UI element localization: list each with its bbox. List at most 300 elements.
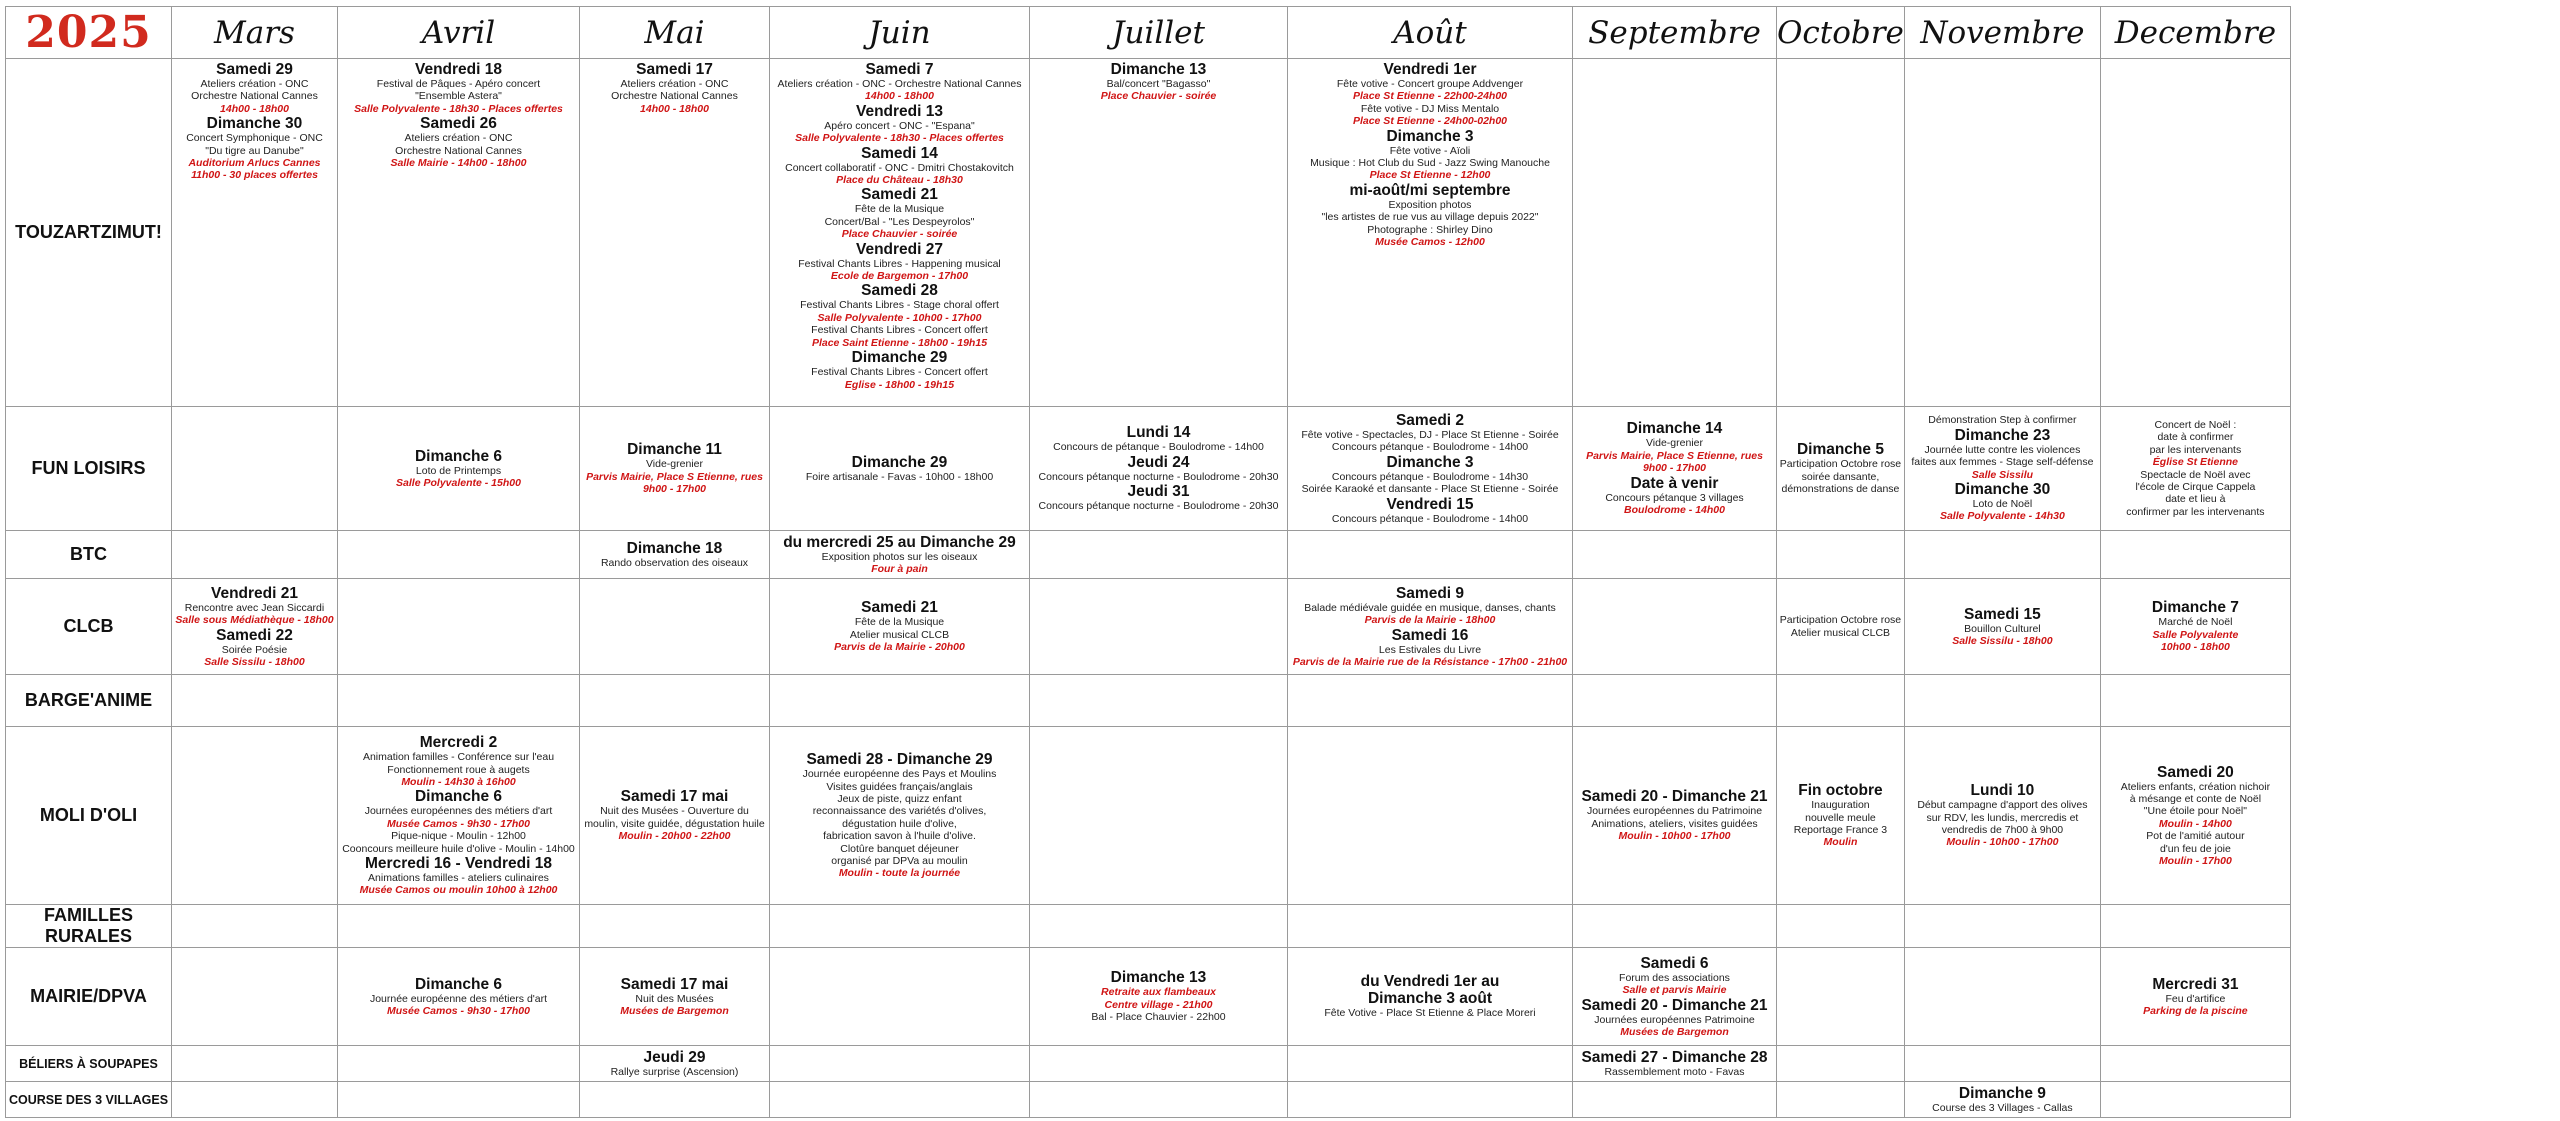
event-cell: [770, 1082, 1030, 1118]
association-cell: [6, 905, 172, 948]
event-date: Fin octobre: [1798, 782, 1883, 800]
event-list: [1777, 699, 1904, 703]
event-date: Samedi 17: [636, 61, 713, 78]
year-label: 2025: [25, 6, 152, 58]
event-location: 14h00 - 18h00: [220, 102, 289, 115]
event-location: Moulin - 10h00 - 17h00: [1946, 836, 2059, 849]
event-date: Vendredi 21: [210, 584, 298, 602]
event-description: Participation Octobre rose: [1779, 614, 1902, 627]
event-location: Place St Etienne - 24h00-02h00: [1352, 115, 1508, 128]
event-list: [1030, 967, 1287, 1025]
event-location: Place St Etienne - 22h00-24h00: [1352, 90, 1508, 103]
event-description: date et lieu à: [2165, 493, 2226, 506]
event-date: du Vendredi 1er au: [1360, 973, 1500, 991]
event-date: Dimanche 30: [1954, 480, 2051, 498]
event-cell: [1777, 531, 1905, 579]
event-location: Parvis de la Mairie - 20h00: [834, 641, 965, 654]
month-header: [338, 7, 580, 59]
event-description: Rassemblement moto - Favas: [1604, 1065, 1745, 1078]
event-location: Auditorium Arlucs Cannes 11h00 - 30 places offertes: [188, 157, 321, 182]
event-date: mi-août/mi septembre: [1349, 181, 1511, 199]
event-list: [1030, 1062, 1287, 1066]
event-description: Concours pétanque nocturne - Boulodrome - 20h30: [1038, 500, 1279, 513]
event: [1361, 973, 1500, 990]
event-description: Ateliers création - ONC: [404, 132, 513, 145]
event-description: Musique : Hot Club du Sud - Jazz Swing Manouche: [1310, 157, 1550, 170]
event-list: [1573, 1098, 1776, 1102]
event-description: Festival Chants Libres - Concert offert: [811, 324, 988, 337]
event-description: Cooncours meilleure huile d'olive - Moulin - 14h00: [342, 842, 575, 855]
event-description: Visites guidées français/anglais: [826, 780, 973, 793]
event-cell: [580, 407, 770, 531]
event-cell: [1288, 1046, 1573, 1082]
event-list: [1905, 1062, 2100, 1066]
event-list: [580, 974, 769, 1020]
event-cell: [1904, 531, 2100, 579]
event-description: Exposition photos sur les oiseaux: [821, 550, 978, 563]
event-cell: [770, 579, 1030, 675]
event-description: Concours pétanque nocturne - Boulodrome - 20h30: [1038, 470, 1279, 483]
association-cell: [6, 727, 172, 905]
event-list: [1777, 612, 1904, 641]
event-cell: [580, 948, 770, 1046]
event: [1101, 61, 1217, 103]
event-location: Salle Sissilu - 18h00: [204, 655, 305, 668]
event-date: Dimanche 23: [1954, 426, 2051, 444]
event-date: Samedi 9: [1395, 584, 1465, 602]
event-date: Samedi 2: [1395, 411, 1465, 429]
event-list: [1288, 410, 1572, 527]
event-location: Parvis Mairie, Place S Etienne, rues 9h00 - 17h00: [586, 470, 763, 496]
event-description: Rencontre avec Jean Siccardi: [184, 601, 325, 614]
event-date: Dimanche 30: [206, 115, 303, 133]
event: [175, 585, 333, 627]
event-list: [1030, 1098, 1287, 1102]
event-cell: [2100, 727, 2290, 905]
event-location: Ecole de Bargemon - 17h00: [830, 270, 969, 283]
event-cell: [580, 905, 770, 948]
association-row: [6, 948, 2291, 1046]
event-description: l'école de Cirque Cappela: [2135, 480, 2256, 493]
event-description: Fête de la Musique: [854, 616, 945, 629]
event-location: Moulin - 17h00: [2158, 855, 2232, 868]
event-location: Salle Polyvalente - 15h00: [396, 477, 521, 489]
event: [342, 830, 575, 855]
event-date: Lundi 14: [1126, 424, 1191, 442]
event-description: organisé par DPVa au moulin: [831, 855, 968, 868]
event-description: Pique-nique - Moulin - 12h00: [391, 830, 526, 843]
event-list: [1288, 59, 1572, 250]
event-location: Salle Mairie - 14h00 - 18h00: [390, 157, 527, 170]
month-header: [1777, 7, 1905, 59]
event-description: Spectacle de Noël avec: [2140, 468, 2251, 481]
event-location: Eglise - 18h00 - 19h15: [844, 378, 955, 391]
event-description: Concours de pétanque - Boulodrome - 14h00: [1053, 441, 1264, 454]
event-list: [770, 597, 1029, 655]
event-cell: [2100, 407, 2290, 531]
event-list: [338, 924, 579, 928]
event-cell: [1777, 407, 1905, 531]
event-date: Dimanche 13: [1110, 969, 1207, 987]
event-cell: [1573, 59, 1777, 407]
event-date: Dimanche 6: [414, 447, 502, 465]
event-cell: [1288, 675, 1573, 727]
event-description: Soirée Poésie: [221, 643, 288, 656]
event-cell: [338, 727, 580, 905]
event-description: Exposition photos: [1388, 198, 1472, 211]
month-label: Août: [1393, 14, 1467, 51]
event-list: [172, 995, 337, 999]
month-header: [1573, 7, 1777, 59]
event: [1091, 1011, 1225, 1023]
event-cell: [2100, 675, 2290, 727]
event-date: Samedi 17 mai: [620, 975, 729, 993]
event-list: [172, 59, 337, 184]
event-date: Samedi 20 - Dimanche 21: [1581, 996, 1768, 1014]
event-description: "Ensemble Astera": [415, 90, 502, 103]
event-location: Salle Polyvalente - 14h30: [1939, 510, 2065, 523]
event-cell: [2100, 531, 2290, 579]
event-location: Place St Etienne - 12h00: [1369, 169, 1491, 182]
event-date: Dimanche 9: [1958, 1084, 2046, 1102]
event-cell: [1904, 59, 2100, 407]
event: [798, 241, 1001, 283]
event-description: Démonstration Step à confirmer: [1928, 414, 2077, 427]
event-list: [580, 1098, 769, 1102]
event-date: Dimanche 3: [1386, 453, 1474, 471]
event-list: [1288, 583, 1572, 671]
event-list: [2101, 1098, 2290, 1102]
event-cell: [580, 1046, 770, 1082]
association-name: MOLI D'OLI: [39, 805, 138, 825]
event-list: [770, 1062, 1029, 1066]
event-list: [172, 583, 337, 671]
event: [1304, 585, 1556, 627]
event: [1780, 441, 1901, 495]
event: [1581, 788, 1767, 842]
event-cell: [172, 905, 338, 948]
event-description: Fête Votive - Place St Etienne & Place Moreri: [1324, 1007, 1536, 1020]
event-list: [580, 59, 769, 117]
event-cell: [1030, 905, 1288, 948]
event-location: Salle Polyvalente - 10h00 - 17h00: [817, 311, 982, 324]
event-cell: [1030, 579, 1288, 675]
event-list: [1030, 422, 1287, 514]
event: [204, 627, 304, 669]
event-list: [338, 553, 579, 557]
event-description: Vide-grenier: [645, 458, 703, 471]
event-location: Place Chauvier - soirée: [841, 228, 958, 241]
event-list: [172, 553, 337, 557]
event-cell: [1288, 59, 1573, 407]
event-description: d'un feu de joie: [2159, 842, 2231, 855]
event-description: Photographe : Shirley Dino: [1367, 223, 1493, 236]
association-row: [6, 407, 2291, 531]
event: [1324, 990, 1535, 1019]
event-cell: [1777, 675, 1905, 727]
event: [620, 976, 729, 1018]
event-list: [770, 532, 1029, 578]
event-date: Dimanche 6: [414, 788, 502, 806]
event-description: Festival Chants Libres - Happening musical: [798, 257, 1001, 270]
event-list: [2101, 597, 2290, 655]
event-description: Journée lutte contre les violences: [1924, 443, 2081, 456]
event: [1039, 454, 1279, 483]
event-list: [580, 1047, 769, 1080]
event-location: Église St Etienne: [2152, 456, 2238, 469]
event-description: Loto de Printemps: [415, 464, 502, 477]
event-cell: [1030, 59, 1288, 407]
event-description: soirée dansante,: [1801, 470, 1880, 483]
event-description: Foire artisanale - Favas - 10h00 - 18h00: [805, 470, 994, 483]
event-description: Journées européennes Patrimoine: [1594, 1013, 1755, 1026]
event-description: Animations, ateliers, visites guidées: [1591, 817, 1758, 830]
event-date: Mercredi 2: [419, 734, 498, 752]
event-cell: [2100, 579, 2290, 675]
event-cell: [1777, 905, 1905, 948]
event-list: [1905, 995, 2100, 999]
association-cell: [6, 579, 172, 675]
event-description: Fête votive - Aïoli: [1389, 144, 1471, 157]
event-cell: [1030, 675, 1288, 727]
event-date: Jeudi 24: [1127, 453, 1190, 471]
event-cell: [338, 1046, 580, 1082]
event-description: Vide-grenier: [1645, 437, 1703, 450]
event-list: [1573, 625, 1776, 629]
association-row: [6, 1046, 2291, 1082]
event-description: Concours pétanque - Boulodrome - 14h00: [1331, 441, 1529, 454]
event: [391, 115, 527, 169]
event: [354, 61, 563, 115]
event-description: Ateliers création - ONC: [620, 78, 729, 90]
event-list: [2101, 417, 2290, 520]
event-location: Place Chauvier - soirée: [1100, 90, 1217, 103]
month-header-row: [6, 7, 2291, 59]
event: [1928, 414, 2076, 426]
event-date: Dimanche 29: [851, 453, 948, 471]
event-cell: [1777, 1046, 1905, 1082]
event: [370, 976, 547, 1018]
association-name: BTC: [70, 544, 107, 564]
event-list: [338, 625, 579, 629]
event-description: Nuit des Musées: [635, 992, 714, 1005]
event: [2143, 976, 2247, 1018]
event-list: [1030, 699, 1287, 703]
event-description: Journées européennes des métiers d'art: [364, 805, 553, 818]
event-description: Bal - Place Chauvier - 22h00: [1091, 1011, 1226, 1024]
month-label: Octobre: [1777, 14, 1904, 51]
event-list: [1030, 59, 1287, 105]
event-list: [2101, 924, 2290, 928]
event-description: Fonctionnement roue à augets: [387, 763, 530, 776]
event-list: [172, 467, 337, 471]
event-description: Atelier musical CLCB: [849, 628, 950, 641]
event-date: Dimanche 14: [1626, 420, 1723, 438]
event-list: [1905, 553, 2100, 557]
event-cell: [580, 59, 770, 407]
event-date: Samedi 22: [216, 626, 293, 644]
event-list: [1573, 553, 1776, 557]
event-list: [1777, 780, 1904, 851]
event-date: Vendredi 1er: [1383, 61, 1477, 78]
event-location: Moulin: [1823, 836, 1858, 849]
event-list: [338, 699, 579, 703]
event-date: Dimanche 7: [2151, 599, 2239, 617]
event-description: Nuit des Musées - Ouverture du: [600, 805, 749, 818]
event-description: date à confirmer: [2157, 431, 2234, 444]
event-location: Salle Polyvalente - 18h30 - Places offertes: [795, 132, 1004, 145]
event-cell: [770, 948, 1030, 1046]
event: [1581, 997, 1767, 1039]
event-location: Moulin - 10h00 - 17h00: [1618, 830, 1731, 843]
event-cell: [580, 531, 770, 579]
event-description: Orchestre National Cannes: [611, 90, 738, 103]
event-cell: [338, 59, 580, 407]
event-list: [1777, 439, 1904, 497]
event-list: [580, 699, 769, 703]
event-date: Samedi 29: [216, 61, 293, 78]
event: [1353, 103, 1507, 128]
event-description: démonstrations de danse: [1781, 483, 1900, 496]
event-description: Concert Symphonique - ONC: [186, 132, 323, 145]
event-list: [770, 995, 1029, 999]
event-cell: [338, 905, 580, 948]
event-cell: [2100, 948, 2290, 1046]
event-list: [2101, 974, 2290, 1020]
association-cell: [6, 59, 172, 407]
association-cell: [6, 1046, 172, 1082]
month-header: [1904, 7, 2100, 59]
month-label: Septembre: [1588, 14, 1761, 51]
event-list: [770, 924, 1029, 928]
event-cell: [1777, 727, 1905, 905]
event-cell: [1777, 59, 1905, 407]
event-description: Rallye surprise (Ascension): [610, 1065, 739, 1078]
month-header: [2100, 7, 2290, 59]
event-cell: [338, 531, 580, 579]
event-list: [1905, 412, 2100, 524]
event-cell: [1777, 948, 1905, 1046]
event-list: [770, 452, 1029, 485]
event: [1332, 496, 1528, 525]
event-list: [580, 538, 769, 571]
association-cell: [6, 948, 172, 1046]
event-cell: [580, 1082, 770, 1118]
month-header: [172, 7, 338, 59]
event-description: Reportage France 3: [1793, 824, 1888, 836]
association-cell: [6, 1082, 172, 1118]
event-list: [1030, 814, 1287, 818]
event: [778, 61, 1022, 103]
event-location: Musées de Bargemon: [1620, 1025, 1729, 1038]
event-list: [2101, 762, 2290, 870]
event-cell: [2100, 1082, 2290, 1118]
event-list: [580, 786, 769, 844]
event-description: vendredis de 7h00 à 9h00: [1941, 824, 2064, 836]
event-date: Samedi 16: [1391, 626, 1469, 644]
event-cell: [1288, 531, 1573, 579]
event-list: [1288, 924, 1572, 928]
event-description: Animations familles - ateliers culinaires: [368, 872, 549, 885]
event-cell: [1573, 531, 1777, 579]
event-location: Salle Sissilu - 18h00: [1952, 635, 2053, 647]
month-label: Novembre: [1920, 14, 2085, 51]
association-row: [6, 905, 2291, 948]
event-description: Festival Chants Libres - Concert offert: [811, 366, 988, 379]
event-list: [172, 1098, 337, 1102]
event-location: Four à pain: [871, 563, 928, 575]
event-description: Apéro concert - ONC - "Espana": [824, 119, 975, 132]
event: [1293, 627, 1567, 669]
event-list: [770, 699, 1029, 703]
event: [795, 103, 1004, 145]
association-cell: [6, 675, 172, 727]
event-date: Jeudi 31: [1127, 483, 1190, 501]
event-date: Vendredi 13: [855, 102, 943, 120]
event-location: Retraite aux flambeaux Centre village - 21h00: [1101, 986, 1216, 1011]
event-description: Feu d'artifice: [2165, 992, 2226, 1005]
event-cell: [338, 948, 580, 1046]
event-description: confirmer par les intervenants: [2126, 505, 2265, 518]
month-label: Juin: [868, 14, 931, 51]
month-header: [580, 7, 770, 59]
event-cell: [580, 727, 770, 905]
event-date: Dimanche 3 août: [1367, 990, 1493, 1008]
event: [803, 751, 997, 880]
association-row: [6, 1082, 2291, 1118]
event-date: Dimanche 5: [1796, 441, 1884, 459]
month-label: Avril: [421, 14, 496, 51]
event-description: Ateliers création - ONC - Orchestre National Cannes: [777, 78, 1022, 90]
event-description: "Du tigre au Danube": [205, 144, 304, 157]
event-date: Mercredi 16 - Vendredi 18: [365, 855, 552, 873]
event: [1940, 481, 2065, 523]
event-location: Parking de la piscine: [2143, 1005, 2248, 1017]
event: [1337, 61, 1523, 103]
association-name: FUN LOISIRS: [31, 458, 146, 478]
event-date: Vendredi 15: [1386, 495, 1474, 513]
event-cell: [1288, 948, 1573, 1046]
event-description: Festival de Pâques - Apéro concert: [376, 78, 541, 90]
event-cell: [770, 531, 1030, 579]
event-date: Dimanche 18: [626, 539, 723, 557]
calendar-table: [5, 6, 2291, 1118]
event: [1619, 955, 1730, 997]
event-location: Salle et parvis Mairie: [1622, 984, 1727, 997]
event-description: dégustation huile d'olive,: [842, 817, 957, 830]
event-date: Jeudi 29: [643, 1048, 706, 1066]
event-description: Loto de Noël: [1972, 497, 2033, 510]
event: [1911, 427, 2093, 481]
event-location: Moulin - 14h00: [2158, 817, 2232, 830]
event: [1932, 1085, 2072, 1114]
event-description: Animation familles - Conférence sur l'eau: [362, 751, 555, 764]
event-list: [1288, 814, 1572, 818]
event-location: Place Saint Etienne - 18h00 - 19h15: [811, 336, 988, 349]
event-description: sur RDV, les lundis, mercredis et: [1926, 811, 2079, 824]
event-description: Les Estivales du Livre: [1378, 643, 1482, 656]
event-description: à mésange et conte de Noël: [2129, 792, 2262, 805]
event-cell: [1573, 1046, 1777, 1082]
event-list: [1777, 995, 1904, 999]
event-list: [1573, 1047, 1776, 1080]
month-label: Mai: [644, 14, 705, 51]
event-location: Salle Polyvalente - 18h30 - Places offertes: [354, 102, 563, 115]
event-description: "les artistes de rue vus au village depuis 2022": [1321, 211, 1539, 224]
event-cell: [172, 407, 338, 531]
event-cell: [172, 579, 338, 675]
event-description: Bouillon Culturel: [1964, 622, 2041, 635]
